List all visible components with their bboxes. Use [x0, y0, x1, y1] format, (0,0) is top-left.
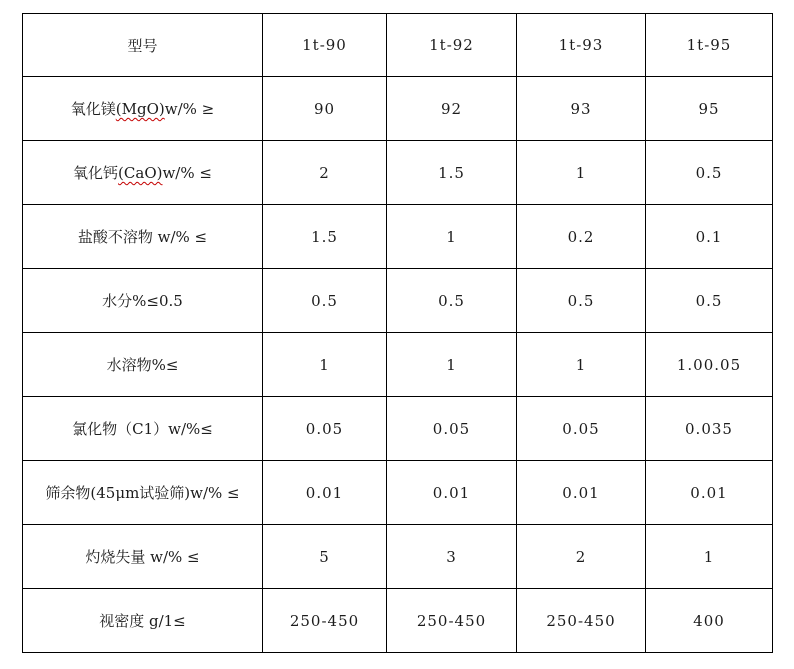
value-cell: 2: [263, 141, 387, 205]
row-label: 水溶物%≤: [23, 333, 263, 397]
value-cell: 95: [646, 77, 773, 141]
row-label: [23, 141, 263, 205]
row-label: 水分%≤0.5: [23, 269, 263, 333]
value-cell: 0.01: [646, 461, 773, 525]
value-cell: 1: [646, 525, 773, 589]
row-label: 灼烧失量 w/% ≤: [23, 525, 263, 589]
value-cell: 0.035: [646, 397, 773, 461]
value-cell: 1: [387, 333, 517, 397]
table-row-sieve-residue: [23, 461, 773, 525]
value-cell: 0.05: [517, 397, 646, 461]
spellcheck-squiggle-text: (CaO): [118, 164, 163, 182]
row-label-text: w/% ≥: [164, 100, 215, 118]
row-label: 盐酸不溶物 w/% ≤: [23, 205, 263, 269]
table-row-calcium-oxide: [23, 141, 773, 205]
header-cell-model-1t-95: 1t-95: [646, 14, 773, 77]
value-cell: 400: [646, 589, 773, 653]
table-row-magnesium-oxide: [23, 77, 773, 141]
value-cell: 1.00.05: [646, 333, 773, 397]
value-cell: 1: [263, 333, 387, 397]
table-row-chloride: [23, 397, 773, 461]
header-cell-model-label: 型号: [23, 14, 263, 77]
header-cell-model-1t-93: 1t-93: [517, 14, 646, 77]
value-cell: 90: [263, 77, 387, 141]
value-cell: 1: [517, 333, 646, 397]
header-cell-model-1t-92: 1t-92: [387, 14, 517, 77]
value-cell: 0.01: [517, 461, 646, 525]
row-label: 氯化物（C1）w/%≤: [23, 397, 263, 461]
table-row-loss-on-ignition: [23, 525, 773, 589]
row-label-text: 氧化钙: [73, 164, 119, 182]
value-cell: 1: [387, 205, 517, 269]
table-row-apparent-density: [23, 589, 773, 653]
row-label: [23, 77, 263, 141]
value-cell: 1.5: [263, 205, 387, 269]
header-cell-model-1t-90: 1t-90: [263, 14, 387, 77]
value-cell: 0.5: [517, 269, 646, 333]
value-cell: 5: [263, 525, 387, 589]
value-cell: 0.01: [387, 461, 517, 525]
row-label: 视密度 g/1≤: [23, 589, 263, 653]
value-cell: 0.5: [646, 141, 773, 205]
value-cell: 0.05: [387, 397, 517, 461]
table-row-hcl-insoluble: [23, 205, 773, 269]
value-cell: 0.01: [263, 461, 387, 525]
spellcheck-squiggle-text: (MgO): [115, 100, 165, 118]
value-cell: 92: [387, 77, 517, 141]
table-row-water-soluble: [23, 333, 773, 397]
row-label-text: w/% ≤: [162, 164, 212, 182]
value-cell: 93: [517, 77, 646, 141]
table-row-moisture: [23, 269, 773, 333]
spec-table: [22, 13, 773, 653]
value-cell: 0.5: [263, 269, 387, 333]
value-cell: 3: [387, 525, 517, 589]
header-row: [23, 14, 773, 77]
value-cell: 0.5: [387, 269, 517, 333]
value-cell: 0.1: [646, 205, 773, 269]
value-cell: 250-450: [263, 589, 387, 653]
row-label-text: 氧化镁: [70, 100, 116, 118]
row-label: 筛余物(45μm试验筛)w/% ≤: [23, 461, 263, 525]
value-cell: 1: [517, 141, 646, 205]
value-cell: 2: [517, 525, 646, 589]
value-cell: 250-450: [517, 589, 646, 653]
value-cell: 250-450: [387, 589, 517, 653]
value-cell: 0.2: [517, 205, 646, 269]
value-cell: 0.05: [263, 397, 387, 461]
value-cell: 1.5: [387, 141, 517, 205]
value-cell: 0.5: [646, 269, 773, 333]
document-page: [22, 13, 772, 652]
